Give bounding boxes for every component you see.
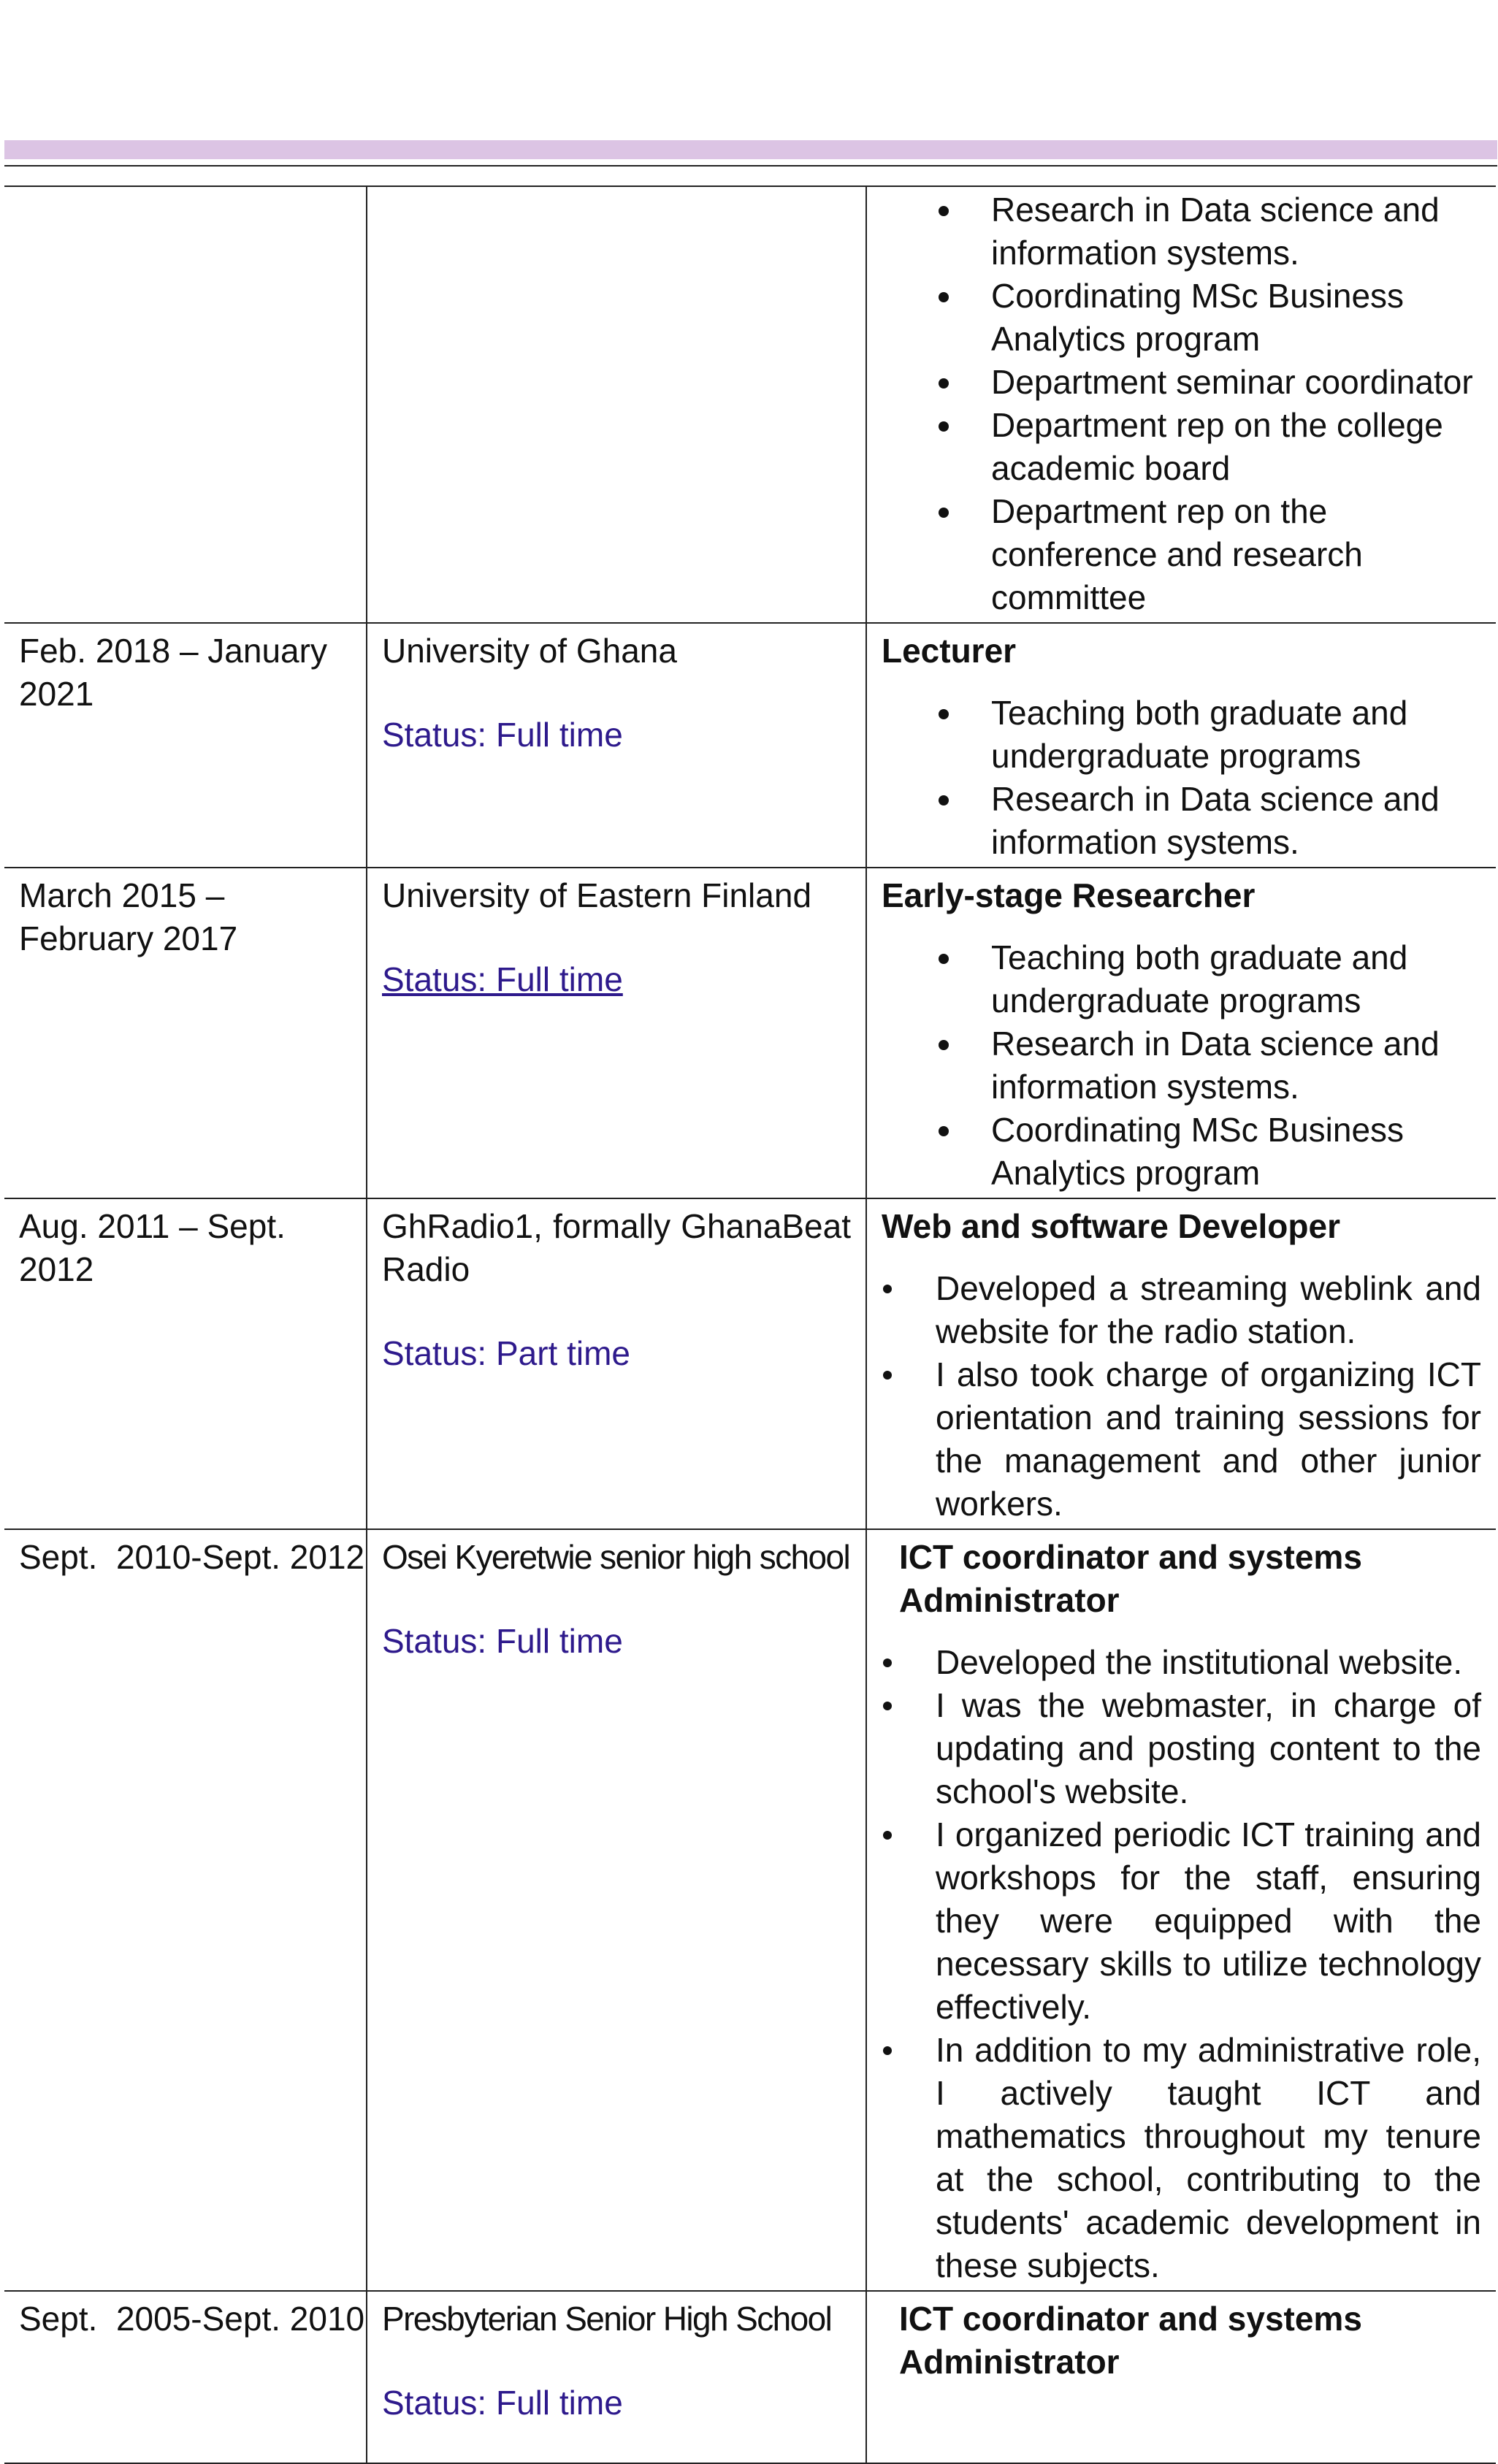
date-cell	[4, 1529, 367, 2291]
status-text: Status: Full time	[382, 1622, 623, 1660]
institution-cell	[367, 868, 866, 1198]
list-item: I also took charge of organizing ICT orientation and training sessions for the management and other junior workers.	[936, 1353, 1481, 1526]
list-item: Department rep on the college academic board	[991, 404, 1481, 490]
status-text: Status: Part time	[382, 1334, 631, 1372]
list-item: Developed the institutional website.	[936, 1641, 1481, 1684]
table-row	[4, 186, 1496, 623]
status-text: Status: Full time	[382, 716, 623, 754]
table-row	[4, 1529, 1496, 2291]
list-item: Teaching both graduate and undergraduate programs	[991, 692, 1481, 778]
duties-cell	[866, 623, 1496, 868]
duties-cell	[866, 2291, 1496, 2463]
date-cell	[4, 2291, 367, 2463]
table-row	[4, 868, 1496, 1198]
table-row	[4, 623, 1496, 868]
institution-name: Presbyterian Senior High School	[382, 2300, 832, 2338]
list-item: Research in Data science and information systems.	[991, 778, 1481, 864]
institution-name: Osei Kyeretwie senior high school	[382, 1538, 850, 1576]
duties-list	[882, 188, 1481, 619]
employment-date: March 2015 – February 2017	[19, 876, 238, 957]
duties-list	[882, 936, 1481, 1195]
employment-date: Feb. 2018 – January 2021	[19, 632, 327, 713]
employment-table	[4, 185, 1496, 2464]
role-title: ICT coordinator and systems Administrator	[899, 2300, 1362, 2381]
status-text: Status: Full time	[382, 960, 623, 998]
header-rule	[4, 165, 1497, 167]
role-title: Lecturer	[882, 632, 1017, 670]
role-title: Web and software Developer	[882, 1207, 1340, 1245]
list-item: I organized periodic ICT training and workshops for the staff, ensuring they were equipped with the necessary skills to utilize technology effectively.	[936, 1813, 1481, 2029]
list-item: Coordinating MSc Business Analytics program	[991, 275, 1481, 361]
list-item: Department seminar coordinator	[991, 361, 1481, 404]
header-accent-band	[4, 140, 1497, 159]
duties-cell	[866, 1198, 1496, 1529]
employment-date: Aug. 2011 – Sept. 2012	[19, 1207, 286, 1288]
duties-cell	[866, 186, 1496, 623]
list-item: Teaching both graduate and undergraduate programs	[991, 936, 1481, 1022]
list-item: Research in Data science and information systems.	[991, 188, 1481, 275]
institution-cell	[367, 1198, 866, 1529]
date-cell	[4, 1198, 367, 1529]
list-item: Research in Data science and information systems.	[991, 1022, 1481, 1109]
date-cell	[4, 623, 367, 868]
institution-name: University of Ghana	[382, 632, 677, 670]
institution-name: University of Eastern Finland	[382, 876, 812, 914]
duties-list	[882, 1267, 1481, 1526]
employment-date: Sept. 2005-Sept. 2010	[19, 2300, 365, 2338]
institution-name: GhRadio1, formally GhanaBeat Radio	[382, 1207, 851, 1288]
list-item: Coordinating MSc Business Analytics program	[991, 1109, 1481, 1195]
employment-date: Sept. 2010-Sept. 2012	[19, 1538, 365, 1576]
status-text: Status: Full time	[382, 2384, 623, 2422]
institution-cell	[367, 623, 866, 868]
role-title: ICT coordinator and systems Administrator	[899, 1538, 1362, 1619]
institution-cell	[367, 2291, 866, 2463]
list-item: Department rep on the conference and research committee	[991, 490, 1481, 619]
role-title: Early-stage Researcher	[882, 876, 1256, 914]
list-item: Developed a streaming weblink and website for the radio station.	[936, 1267, 1481, 1353]
list-item: In addition to my administrative role, I actively taught ICT and mathematics throughout my tenure at the school, contributing to the students' academic development in these subjects.	[936, 2029, 1481, 2287]
duties-cell	[866, 868, 1496, 1198]
table-row	[4, 2291, 1496, 2463]
institution-cell	[367, 186, 866, 623]
duties-list	[882, 1641, 1481, 2287]
list-item: I was the webmaster, in charge of updating and posting content to the school's website.	[936, 1684, 1481, 1813]
duties-list	[882, 692, 1481, 864]
table-row	[4, 1198, 1496, 1529]
date-cell	[4, 868, 367, 1198]
institution-cell	[367, 1529, 866, 2291]
duties-cell	[866, 1529, 1496, 2291]
date-cell	[4, 186, 367, 623]
